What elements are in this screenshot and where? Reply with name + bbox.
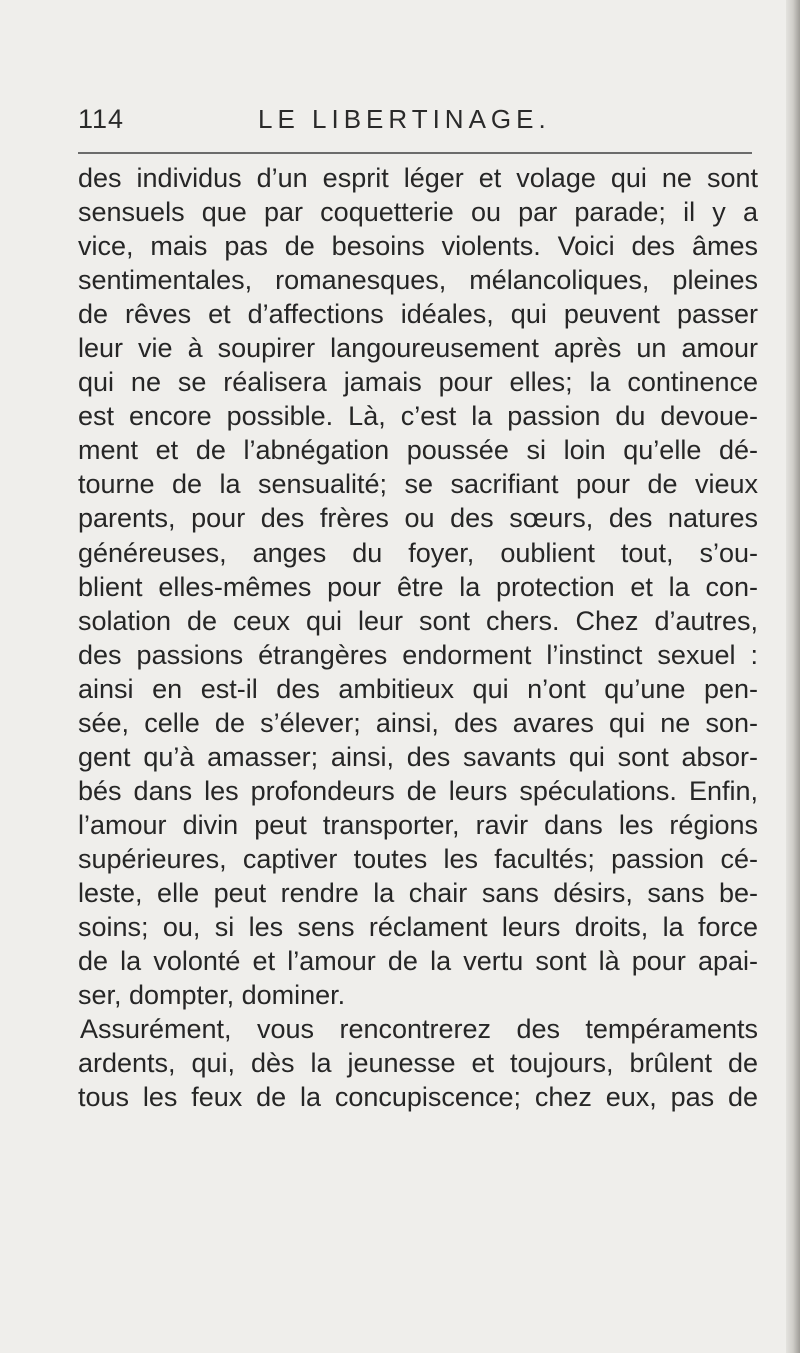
paragraph-start-line: Assurément, vous rencontrerez des tempéraments [80,1014,758,1045]
header-rule [78,152,752,154]
text-line: soins; ou, si les sens réclament leurs droits, la force [78,912,758,943]
running-title: LE LIBERTINAGE. [258,104,551,134]
text-line: tourne de la sensualité; se sacrifiant pour de vieux [78,469,758,500]
paragraph-end-line: ser, dompter, dominer. [78,980,346,1011]
page-number: 114 [78,104,125,134]
text-line: l’amour divin peut transporter, ravir dans les régions [78,809,758,840]
text-line: tous les feux de la concupiscence; chez eux, pas de [78,1082,758,1113]
text-line: sentimentales, romanesques, mélancoliques, pleines [78,265,758,296]
text-line: vice, mais pas de besoins violents. Voici des âmes [78,231,758,262]
text-line: solation de ceux qui leur sont chers. Chez d’autres, [78,605,758,636]
text-line: est encore possible. Là, c’est la passion du devoue- [78,401,758,432]
text-line: sensuels que par coquetterie ou par parade; il y a [78,197,758,228]
text-line: des passions étrangères endorment l’instinct sexuel : [78,639,758,670]
text-line: qui ne se réalisera jamais pour elles; la continence [78,367,758,398]
text-line: parents, pour des frères ou des sœurs, des natures [78,503,758,534]
text-line: ardents, qui, dès la jeunesse et toujours, brûlent de [78,1048,758,1079]
text-line: blient elles-mêmes pour être la protection et la con- [78,571,758,602]
text-line: ment et de l’abnégation poussée si loin qu’elle dé- [78,435,758,466]
text-line: ainsi en est-il des ambitieux qui n’ont qu’une pen- [78,673,758,704]
text-line: leur vie à soupirer langoureusement après un amour [78,333,758,364]
text-line: des individus d’un esprit léger et volage qui ne sont [78,163,758,193]
text-line: sée, celle de s’élever; ainsi, des avares qui ne son- [78,707,758,738]
page-edge-shadow [786,0,800,1353]
text-line: bés dans les profondeurs de leurs spéculations. Enfin, [78,775,758,806]
text-line: gent qu’à amasser; ainsi, des savants qui sont absor- [78,741,758,772]
body-text [78,161,758,1114]
text-line: supérieures, captiver toutes les facultés; passion cé- [78,843,758,874]
text-line: de rêves et d’affections idéales, qui peuvent passer [78,299,758,330]
text-line: de la volonté et l’amour de la vertu sont là pour apai- [78,946,758,977]
text-line: leste, elle peut rendre la chair sans désirs, sans be- [78,877,758,908]
page-header [78,104,754,144]
text-line: généreuses, anges du foyer, oublient tout, s’ou- [78,537,758,568]
